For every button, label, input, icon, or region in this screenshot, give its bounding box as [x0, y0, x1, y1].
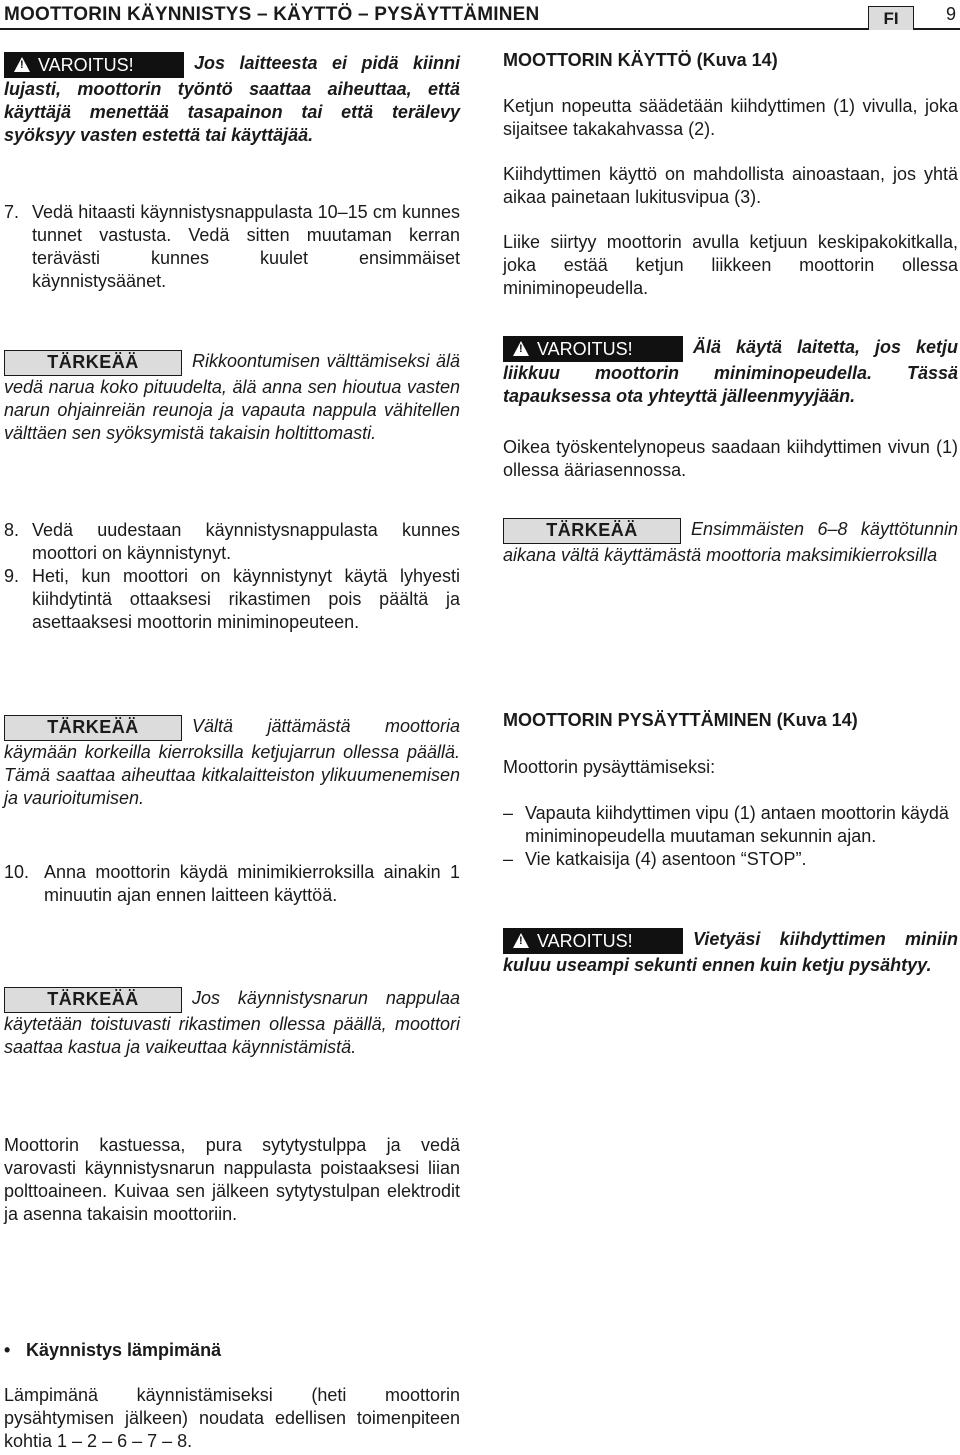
important-badge: TÄRKEÄÄ	[4, 987, 182, 1013]
use-paragraph-4: Oikea työskentelynopeus saadaan kiihdyttimen vivun (1) ollessa ääriasennossa.	[503, 437, 958, 480]
warm-start-paragraph: Lämpimänä käynnistämiseksi (heti moottorin pysähtymisen jälkeen) noudata edellisen toimenpiteen kohtia 1 – 2 – 6 – 7 – 8.	[4, 1385, 460, 1451]
important-text: Ensimmäisten 6–8 käyttötunnin aikana vältä käyttämästä moottoria maksimikierroksilla	[503, 519, 958, 565]
step-8	[4, 519, 460, 565]
step-number: 8.	[4, 520, 20, 540]
warning-text: Älä käytä laitetta, jos ketju liikkuu moottorin miniminopeudella. Tässä tapauksessa ota yhteyttä jälleenmyyjään.	[503, 337, 958, 406]
warning-badge: ! VAROITUS!	[4, 52, 184, 78]
list-item-text: Vie katkaisija (4) asentoon “STOP”.	[525, 849, 807, 869]
list-item-text: Vapauta kiihdyttimen vipu (1) antaen moottorin käydä miniminopeudella muutaman sekunnin ajan.	[525, 803, 949, 846]
language-badge: FI	[868, 6, 914, 30]
important-badge: TÄRKEÄÄ	[4, 715, 182, 741]
important-badge: TÄRKEÄÄ	[503, 518, 681, 544]
use-paragraph-2: Kiihdyttimen käyttö on mahdollista ainoastaan, jos yhtä aikaa painetaan lukitusvipua (3).	[503, 164, 958, 207]
warning-block-balance	[4, 52, 460, 147]
step-10	[4, 861, 460, 907]
step-text: Heti, kun moottori on käynnistynyt käytä lyhyesti kiihdytintä ottaaksesi rikastimen pois päältä ja asettaaksesi moottorin miniminopeuteen.	[32, 566, 460, 632]
steps-8-9	[4, 519, 460, 634]
stop-intro: Moottorin pysäyttämiseksi:	[503, 757, 716, 777]
dash-marker: –	[503, 849, 514, 869]
page-title: MOOTTORIN KÄYNNISTYS – KÄYTTÖ – PYSÄYTTÄMINEN	[4, 4, 540, 25]
step-text: Vedä hitaasti käynnistysnappulasta 10–15 cm kunnes tunnet vastusta. Vedä sitten muutaman kerran terävästi kunnes kuulet ensimmäiset käynnistysäänet.	[32, 202, 460, 291]
important-block-chain-brake	[4, 715, 460, 810]
bullet-icon: •	[4, 1340, 11, 1360]
warning-badge: ! VAROITUS!	[503, 336, 683, 362]
warning-text: Jos laitteesta ei pidä kiinni lujasti, moottorin työntö saattaa aiheuttaa, että käyttäjä menettää tasapainon tai että terälevy syöksyy vasten estettä tai käyttäjää.	[4, 53, 460, 145]
warning-badge: ! VAROITUS!	[503, 928, 683, 954]
list-item	[503, 848, 958, 871]
warning-block-idle-chain	[503, 336, 958, 408]
step-9	[4, 565, 460, 634]
important-block-break-in	[503, 518, 958, 567]
step-number: 9.	[4, 566, 20, 586]
step-7	[4, 201, 460, 293]
list-item	[503, 802, 958, 848]
step-number: 7.	[4, 202, 20, 222]
step-text: Vedä uudestaan käynnistysnappulasta kunnes moottori on käynnistynyt.	[32, 520, 460, 563]
important-text: Vältä jättämästä moottoria käymään korkeilla kierroksilla ketjujarrun ollessa päällä. Tämä saattaa aiheuttaa kitkalaitteiston ylikuumenemisen ja vaurioitumisen.	[4, 716, 460, 808]
use-paragraph-1: Ketjun nopeutta säädetään kiihdyttimen (1) vivulla, joka sijaitsee takakahvassa (2).	[503, 96, 958, 139]
page-header	[0, 0, 960, 30]
page-number: 9	[946, 4, 957, 24]
dash-marker: –	[503, 803, 514, 823]
warning-block-stop-delay	[503, 928, 958, 977]
step-text: Anna moottorin käydä minimikierroksilla ainakin 1 minuutin ajan ennen laitteen käyttöä.	[44, 862, 460, 905]
warm-start-heading	[4, 1339, 460, 1362]
use-heading: MOOTTORIN KÄYTTÖ (Kuva 14)	[503, 50, 778, 70]
use-paragraph-3: Liike siirtyy moottorin avulla ketjuun keskipakokitkalla, joka estää ketjun liikkeen moottorin ollessa miniminopeudella.	[503, 232, 958, 298]
stop-list	[503, 802, 958, 871]
warning-text: Vietyäsi kiihdyttimen miniin kuluu useampi sekunti ennen kuin ketju pysähtyy.	[503, 929, 958, 975]
important-block-rope	[4, 350, 460, 445]
stop-heading: MOOTTORIN PYSÄYTTÄMINEN (Kuva 14)	[503, 710, 858, 730]
important-badge: TÄRKEÄÄ	[4, 350, 182, 376]
flooded-engine-paragraph: Moottorin kastuessa, pura sytytystulppa ja vedä varovasti käynnistysnarun nappulasta poistaaksesi liian polttoaineen. Kuivaa sen jälkeen sytytystulpan elektrodit ja asenna takaisin moottoriin.	[4, 1135, 460, 1224]
important-text: Rikkoontumisen välttämiseksi älä vedä narua koko pituudelta, älä anna sen hioutua vasten narun ohjainreiän reunoja ja vapauta nappula vähitellen välttäen sen syöksymistä takaisin holtittomasti.	[4, 351, 460, 443]
important-text: Jos käynnistysnarun nappulaa käytetään toistuvasti rikastimen ollessa päällä, moottori saattaa kastua ja vaikeuttaa käynnistämistä.	[4, 988, 460, 1057]
important-block-flooding	[4, 987, 460, 1059]
section-heading: Käynnistys lämpimänä	[26, 1340, 222, 1360]
step-number: 10.	[4, 862, 30, 882]
